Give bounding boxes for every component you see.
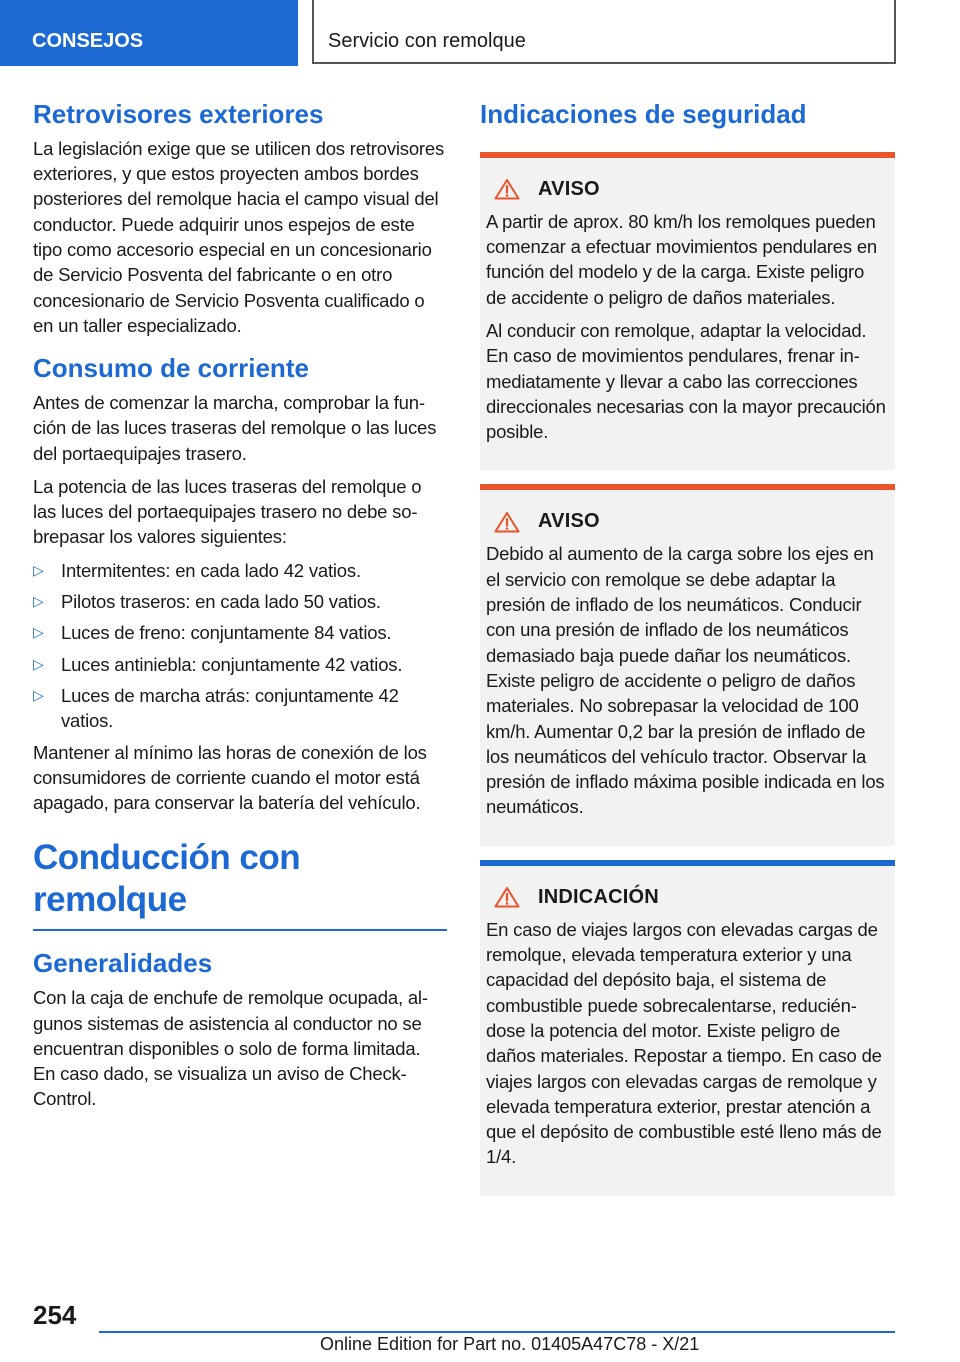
notice-text: Debido al aumento de la carga sobre los ejes en el servicio con remolque se debe adaptar la presión de inflado de los neumáticos. Conducir con una presión de inflado de los neumáticos demasiado baja puede dañar los neumáticos. Existe peligro de accidente o peligro de daños materiales. No sobrepasar la velocidad de 100 km/h. Aumentar 0,2 bar la presión de inflado de los neumáticos del vehículo tractor. Observar la presión de inflado máxima posible indicada en los neumáticos.	[486, 543, 885, 818]
list-item: ▷ Luces de freno: conjuntamente 84 vatios.	[33, 620, 447, 645]
notice-bar	[480, 484, 895, 490]
power-section	[33, 352, 447, 815]
chapter-heading: Conducción con remolque	[33, 838, 301, 920]
notice-bar	[480, 860, 895, 866]
general-text: Con la caja de enchufe de remolque ocupada, algunos sistemas de asistencia al conductor no se encuentran disponibles o solo de forma limitada. En caso dado, se visualiza un aviso de Check-Control.	[33, 987, 429, 1110]
triangle-right-outline-icon: ▷	[33, 561, 44, 578]
notice-header	[488, 510, 887, 533]
edition-text: Online Edition for Part no. 01405A47C78 - X/21	[320, 1334, 700, 1354]
left-column	[33, 98, 447, 1126]
notice-title: AVISO	[538, 510, 600, 533]
warning-triangle-icon	[494, 886, 520, 908]
mirrors-section	[33, 98, 447, 338]
chapter-heading-block	[33, 837, 447, 931]
footer-rule	[99, 1331, 895, 1333]
power-limits-list	[33, 558, 447, 734]
notice-title: AVISO	[538, 177, 600, 200]
chapter-rule	[33, 929, 447, 931]
mirrors-text: La legislación exige que se utilicen dos retrovisores exteriores, y que estos proyecten ambos bordes posteriores del remolque hacia el campo visual del conductor. Puede adquirir unos espejos de este tipo como accesorio especial en un concesionario de Servicio Posventa del fabricante o en otro concesionario de Servicio Posventa cualificado o en un taller especializado.	[33, 137, 445, 336]
notice-title: INDICACIÓN	[538, 885, 659, 908]
topic-tab: Servicio con remolque	[312, 0, 896, 64]
list-item: ▷ Luces antiniebla: conjuntamente 42 vatios.	[33, 652, 447, 677]
mirrors-heading: Retrovisores exteriores	[33, 99, 324, 129]
power-p2: La potencia de las luces traseras del remolque o las luces del portaequipajes trasero no debe sobrepasar los valores siguientes:	[33, 475, 422, 548]
notice-text: Al conducir con remolque, adaptar la velocidad. En caso de movimientos pendulares, frenar inmediatamente y llevar a cabo las correcciones direccionales necesarias con la mayor precaución posible.	[486, 319, 886, 443]
triangle-right-outline-icon: ▷	[33, 624, 44, 641]
notice-bar	[480, 152, 895, 158]
warning-triangle-icon	[494, 178, 520, 200]
triangle-right-outline-icon: ▷	[33, 655, 44, 672]
general-heading: Generalidades	[33, 948, 213, 979]
general-section	[33, 947, 447, 1111]
section-tab: CONSEJOS	[0, 0, 298, 66]
notice-header	[488, 886, 887, 909]
triangle-right-outline-icon: ▷	[33, 593, 44, 610]
power-p3: Mantener al mínimo las horas de conexión de los consumidores de corriente cuando el motor está apagado, para conservar la batería del vehículo.	[33, 741, 427, 814]
list-item: ▷ Intermitentes: en cada lado 42 vatios.	[33, 558, 447, 583]
notice-text: A partir de aprox. 80 km/h los remolques pueden comenzar a efectuar movimientos pendulares en función del modelo y de la carga. Existe peligro de accidente o peligro de daños materiales.	[486, 210, 878, 308]
power-p1: Antes de comenzar la marcha, comprobar la función de las luces traseras del remolque o las luces del portaequipajes trasero.	[33, 391, 437, 464]
warning-triangle-icon	[494, 511, 520, 533]
safety-heading: Indicaciones de seguridad	[480, 99, 807, 129]
right-column	[480, 98, 895, 1196]
page-header	[0, 0, 960, 66]
page-number: 254	[33, 1300, 77, 1330]
power-heading: Consumo de corriente	[33, 353, 309, 384]
warning-notice-1	[480, 152, 895, 471]
list-item: ▷ Luces de marcha atrás: conjuntamente 42 vatios.	[33, 684, 399, 732]
warning-notice-2	[480, 484, 895, 845]
notice-text: En caso de viajes largos con elevadas cargas de remolque, elevada temperatura exterior y una capacidad del depósito baja, el sistema de combustible puede sobrecalentarse, reduciéndose la potencia del motor. Existe peligro de daños materiales. Repostar a tiempo. En caso de viajes largos con elevadas cargas de remolque y elevada temperatura exterior, prestar atención a que el depósito de combustible esté lleno más de 1/4.	[486, 918, 882, 1168]
triangle-right-outline-icon: ▷	[33, 686, 44, 703]
notice-header	[488, 178, 887, 201]
list-item: ▷ Pilotos traseros: en cada lado 50 vatios.	[33, 589, 447, 614]
indication-notice	[480, 860, 895, 1196]
